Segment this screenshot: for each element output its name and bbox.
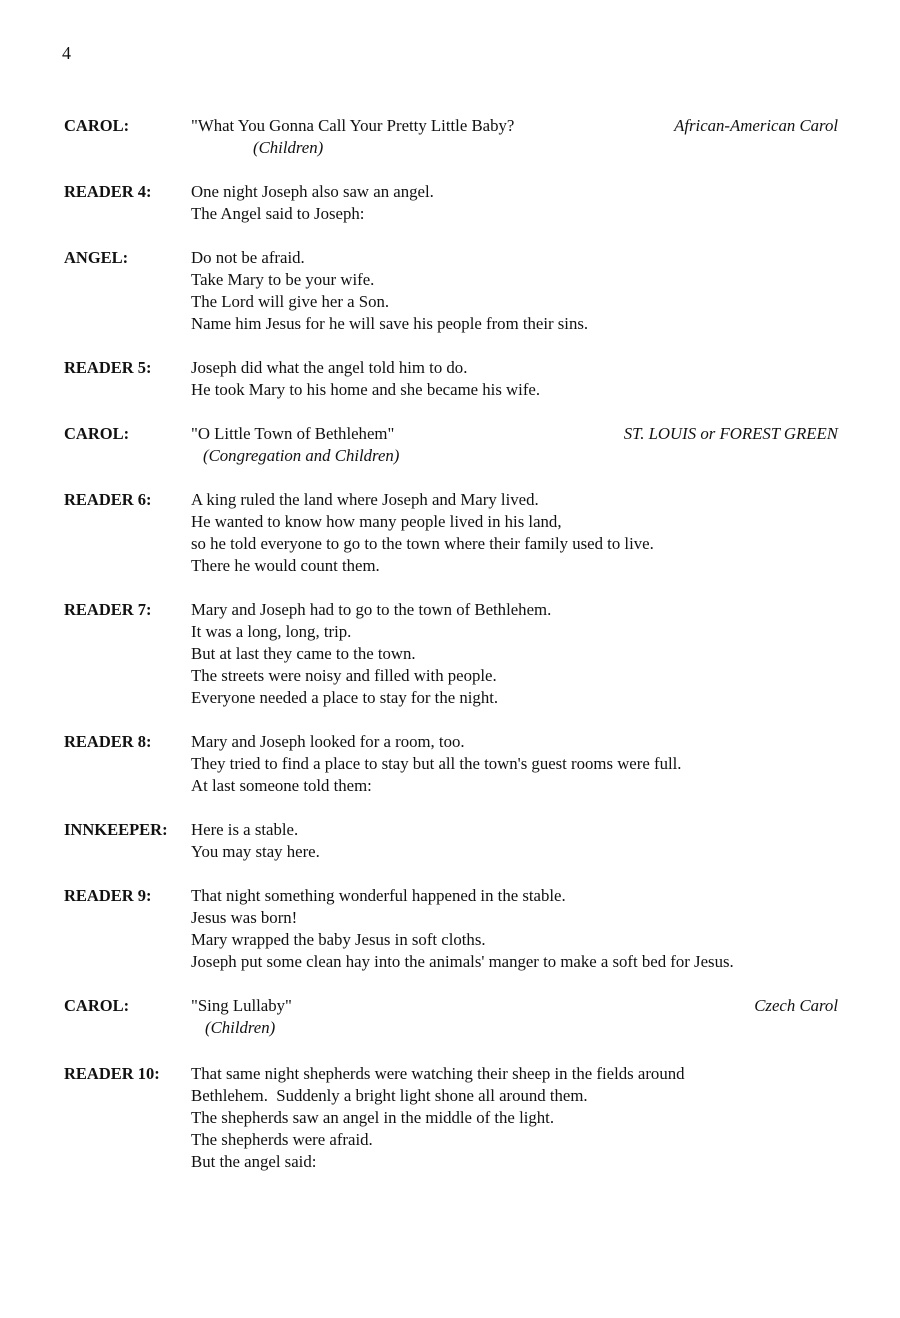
carol-source: African-American Carol <box>674 116 838 135</box>
script-line: You may stay here. <box>191 842 320 861</box>
speaker-label: CAROL: <box>64 996 130 1015</box>
speaker-label: READER 8: <box>64 732 152 751</box>
script-line: Everyone needed a place to stay for the night. <box>191 688 499 707</box>
carol-title: "Sing Lullaby" <box>191 996 292 1015</box>
script-line: The streets were noisy and filled with people. <box>191 666 497 685</box>
carol-title: "What You Gonna Call Your Pretty Little Baby? <box>191 116 515 135</box>
reading-entry <box>64 731 838 797</box>
speaker-label: READER 10: <box>64 1064 160 1083</box>
script-line: But the angel said: <box>191 1152 317 1171</box>
speaker-label: READER 7: <box>64 600 152 619</box>
script-line: so he told everyone to go to the town where their family used to live. <box>191 534 654 553</box>
reading-entry <box>64 1063 838 1173</box>
script-line: Mary and Joseph had to go to the town of Bethlehem. <box>191 600 552 619</box>
script-line: That same night shepherds were watching their sheep in the fields around <box>191 1064 685 1083</box>
carol-note: (Congregation and Children) <box>203 446 400 465</box>
carol-note: (Children) <box>253 138 324 157</box>
script-line: A king ruled the land where Joseph and Mary lived. <box>191 490 539 509</box>
script-line: There he would count them. <box>191 556 380 575</box>
script-line: Do not be afraid. <box>191 248 305 267</box>
script-line: The Angel said to Joseph: <box>191 204 365 223</box>
speaker-label: CAROL: <box>64 424 130 443</box>
script-line: The Lord will give her a Son. <box>191 292 390 311</box>
reading-entry <box>64 489 838 577</box>
carol-source: Czech Carol <box>754 996 838 1015</box>
script-line: Name him Jesus for he will save his people from their sins. <box>191 314 589 333</box>
speaker-label: CAROL: <box>64 116 130 135</box>
reading-entry <box>64 885 838 973</box>
script-line: At last someone told them: <box>191 776 372 795</box>
script-line: The shepherds were afraid. <box>191 1130 373 1149</box>
script-line: Jesus was born! <box>191 908 298 927</box>
speaker-label: READER 5: <box>64 358 152 377</box>
script-line: Take Mary to be your wife. <box>191 270 375 289</box>
script-line: He wanted to know how many people lived in his land, <box>191 512 562 531</box>
script-line: He took Mary to his home and she became his wife. <box>191 380 541 399</box>
script-line: But at last they came to the town. <box>191 644 416 663</box>
script-line: Here is a stable. <box>191 820 299 839</box>
script-line: Joseph did what the angel told him to do. <box>191 358 468 377</box>
carol-entry <box>64 115 838 159</box>
script-line: They tried to find a place to stay but all the town's guest rooms were full. <box>191 754 682 773</box>
script-body <box>64 115 838 1173</box>
carol-source: ST. LOUIS or FOREST GREEN <box>623 424 838 443</box>
speaker-label: ANGEL: <box>64 248 129 267</box>
script-line: Mary and Joseph looked for a room, too. <box>191 732 465 751</box>
speaker-label: READER 9: <box>64 886 152 905</box>
reading-entry <box>64 181 838 225</box>
page-number: 4 <box>62 43 71 63</box>
script-line: Bethlehem. Suddenly a bright light shone all around them. <box>191 1086 588 1105</box>
speaker-label: READER 6: <box>64 490 152 509</box>
reading-entry <box>64 247 838 335</box>
script-line: Joseph put some clean hay into the animals' manger to make a soft bed for Jesus. <box>191 952 734 971</box>
speaker-label: INNKEEPER: <box>64 820 168 839</box>
script-line: One night Joseph also saw an angel. <box>191 182 434 201</box>
reading-entry <box>64 599 838 709</box>
reading-entry <box>64 357 838 401</box>
script-line: It was a long, long, trip. <box>191 622 352 641</box>
speaker-label: READER 4: <box>64 182 152 201</box>
carol-entry <box>64 423 838 467</box>
carol-entry <box>64 995 838 1039</box>
carol-note: (Children) <box>205 1018 276 1037</box>
script-line: The shepherds saw an angel in the middle of the light. <box>191 1108 555 1127</box>
script-line: Mary wrapped the baby Jesus in soft cloths. <box>191 930 486 949</box>
carol-title: "O Little Town of Bethlehem" <box>191 424 395 443</box>
reading-entry <box>64 819 838 863</box>
script-line: That night something wonderful happened in the stable. <box>191 886 566 905</box>
